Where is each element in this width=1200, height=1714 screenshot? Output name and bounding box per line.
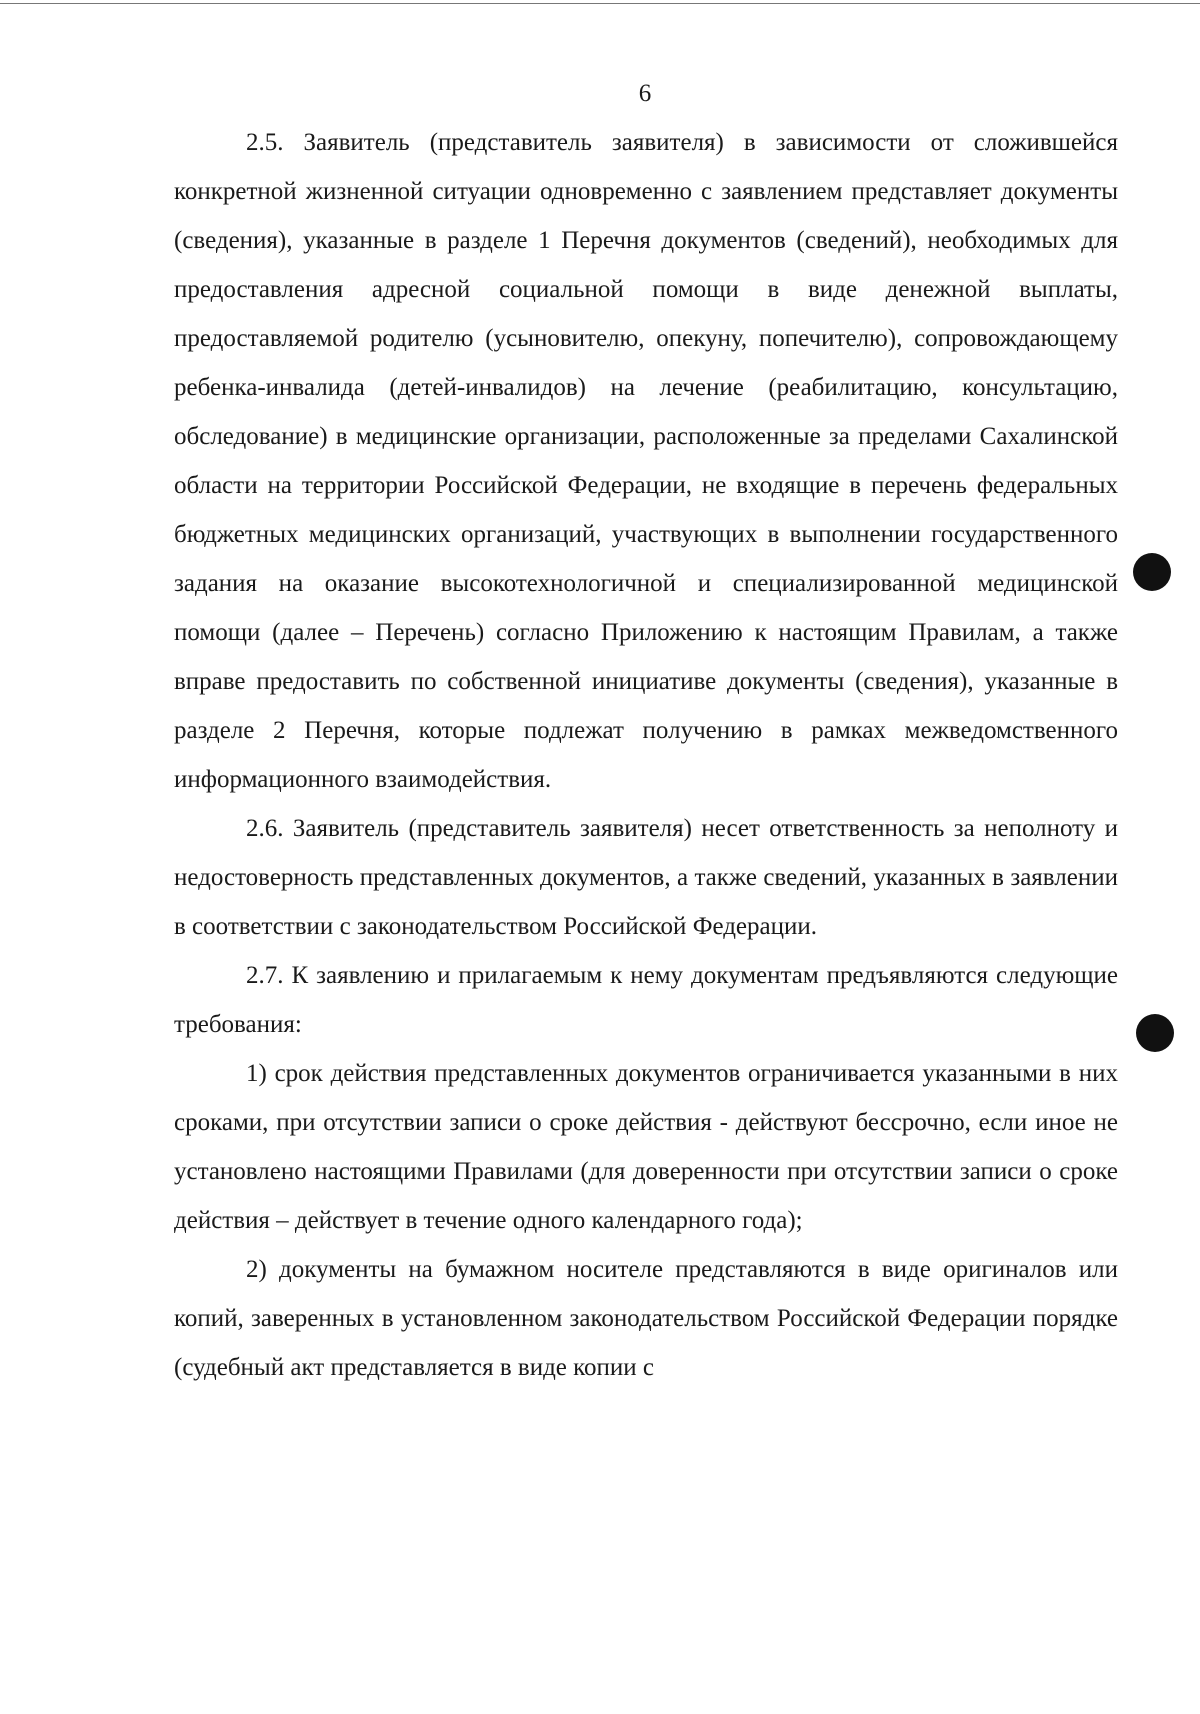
document-body (174, 118, 1118, 1392)
paragraph-2-7: 2.7. К заявлению и прилагаемым к нему документам предъявляются следующие требования: (174, 962, 1118, 1038)
page-number: 6 (638, 80, 652, 107)
requirement-item-2: 2) документы на бумажном носителе представляются в виде оригиналов или копий, заверенных в установленном законодательством Российской Федерации порядке (судебный акт представляется в виде копии с (174, 1256, 1118, 1381)
punch-hole-mark (1133, 553, 1171, 591)
paragraph-2-5: 2.5. Заявитель (представитель заявителя) в зависимости от сложившейся конкретной жизненной ситуации одновременно с заявлением представляет документы (сведения), указанные в разделе 1 Перечня документов (сведений), необходимых для предоставления адресной социальной помощи в виде денежной выплаты, предоставляемой родителю (усыновителю, опекуну, попечителю), сопровождающему ребенка-инвалида (детей-инвалидов) на лечение (реабилитацию, консультацию, обследование) в медицинские организации, расположенные за пределами Сахалинской области на территории Российской Федерации, не входящие в перечень федеральных бюджетных медицинских организаций, участвующих в выполнении государственного задания на оказание высокотехнологичной и специализированной медицинской помощи (далее – Перечень) согласно Приложению к настоящим Правилам, а также вправе предоставить по собственной инициативе документы (сведения), указанные в разделе 2 Перечня, которые подлежат получению в рамках межведомственного информационного взаимодействия. (174, 129, 1118, 793)
requirement-item-1: 1) срок действия представленных документов ограничивается указанными в них сроками, при отсутствии записи о сроке действия - действуют бессрочно, если иное не установлено настоящими Правилами (для доверенности при отсутствии записи о сроке действия – действует в течение одного календарного года); (174, 1060, 1118, 1234)
paragraph-2-6: 2.6. Заявитель (представитель заявителя) несет ответственность за неполноту и недостоверность представленных документов, а также сведений, указанных в заявлении в соответствии с законодательством Российской Федерации. (174, 815, 1118, 940)
scan-edge-line (0, 3, 1200, 4)
punch-hole-mark (1136, 1014, 1174, 1052)
